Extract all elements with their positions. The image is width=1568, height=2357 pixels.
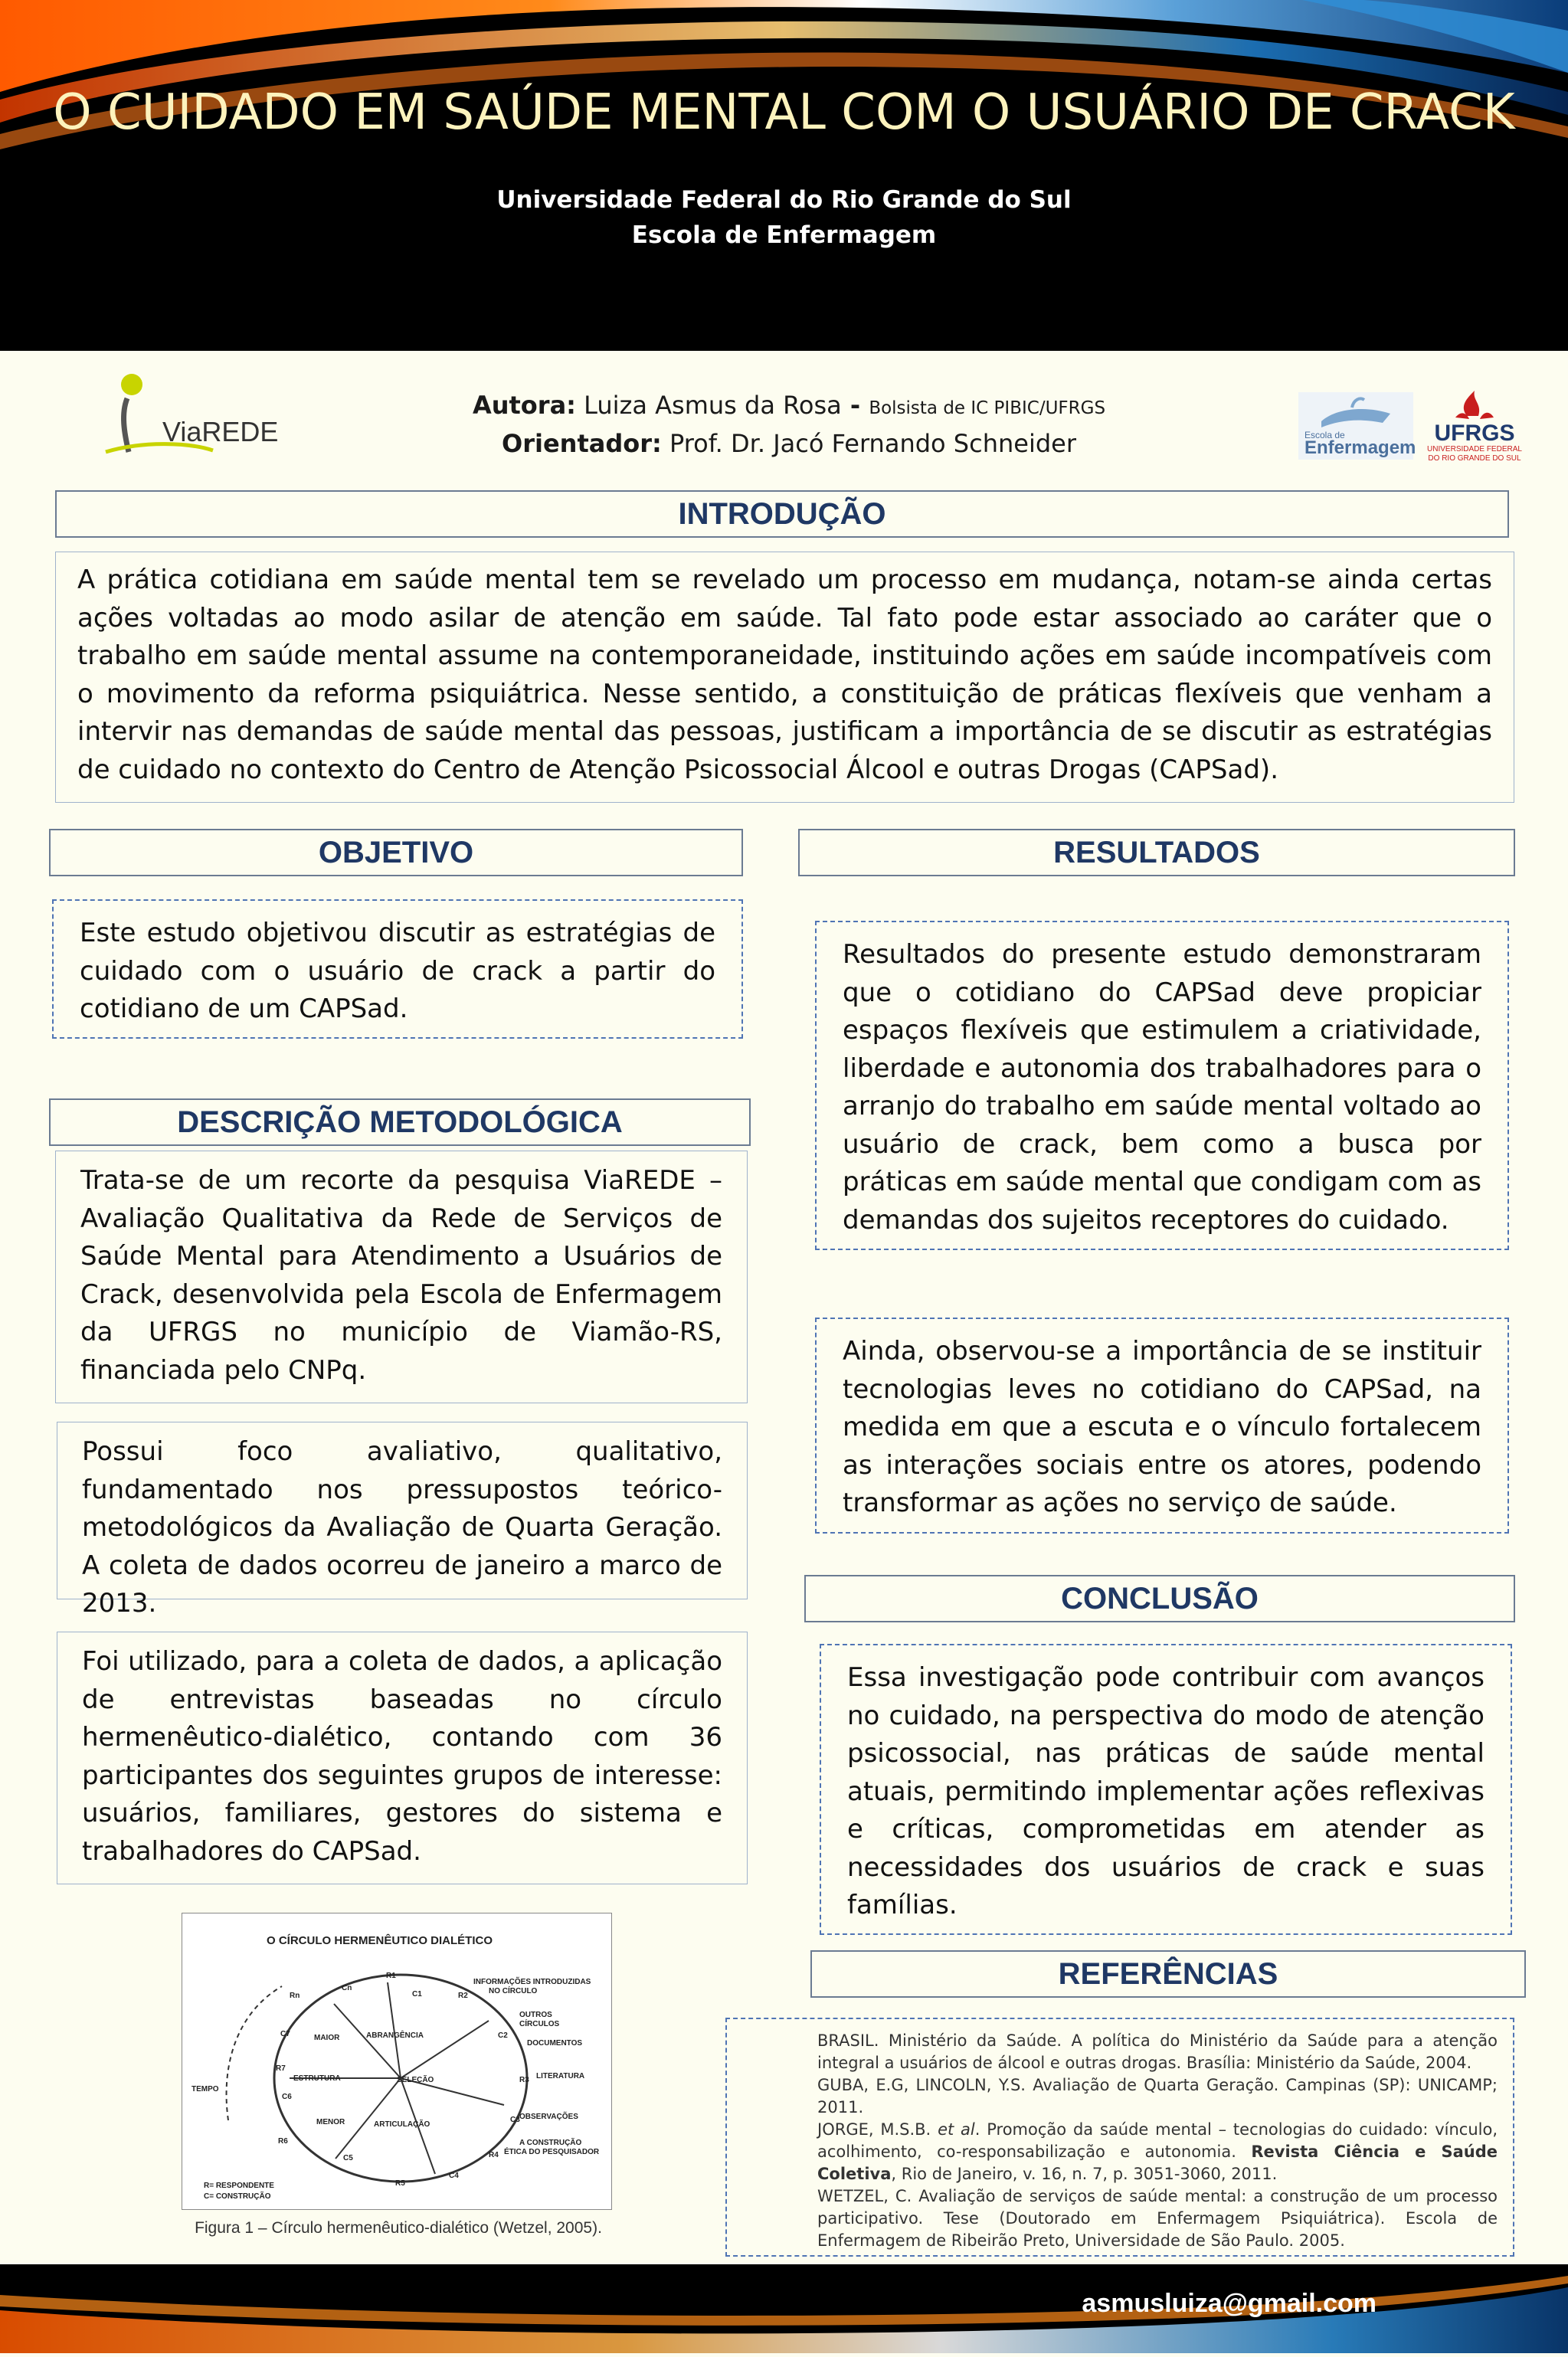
metodologia-text-3: Foi utilizado, para a coleta de dados, a aplicação de entrevistas baseadas no círculo hermenêutico-dialético, contando com 36 participantes dos seguintes grupos de interesse: usuários, familiares, gestores do sistema e trabalhadores do CAPSad. — [57, 1632, 748, 1884]
objetivo-text: Este estudo objetivou discutir as estratégias de cuidado com o usuário de crack a partir do cotidiano de um CAPSad. — [52, 899, 743, 1039]
fig-c6: C6 — [282, 2093, 292, 2101]
authors-block — [337, 388, 1241, 461]
fig-construcao-1: A CONSTRUÇÃO — [519, 2139, 582, 2147]
poster-title: O CUIDADO EM SAÚDE MENTAL COM O USUÁRIO DE CRACK — [53, 84, 1515, 141]
ufrgs-logo-sub2: DO RIO GRANDE DO SUL — [1428, 454, 1521, 463]
advisor-line — [337, 426, 1241, 461]
fig-r7: R7 — [276, 2064, 286, 2073]
viarede-logo — [98, 368, 279, 463]
reference-item — [817, 2119, 1498, 2185]
viarede-logo-text: ViaREDE — [162, 416, 279, 447]
fig-observacoes: OBSERVAÇÕES — [519, 2113, 578, 2121]
introducao-text: A prática cotidiana em saúde mental tem se revelado um processo em mudança, notam-se ainda certas ações voltadas ao modo asilar de atenção em saúde. Tal fato pode estar associado ao caráter que o trabalho em saúde mental assume na contemporaneidade, instituindo ações em saúde incompatíveis com o movimento da reforma psiquiátrica. Nesse sentido, a constituição de práticas flexíveis que venham a intervir nas demandas de saúde mental das pessoas, justificam a importância de se discutir as estratégias de cuidado no contexto do Centro de Atenção Psicossocial Álcool e outras Drogas (CAPSad). — [55, 552, 1514, 803]
fig-r4: R4 — [489, 2151, 499, 2159]
ref3-etal: et al — [938, 2120, 975, 2139]
author-role: Bolsista de IC PIBIC/UFRGS — [869, 398, 1106, 418]
introducao-heading: INTRODUÇÃO — [55, 490, 1509, 538]
fig-c5: C5 — [343, 2154, 353, 2162]
fig-selecao: SELEÇÃO — [397, 2076, 434, 2084]
fig-rn: Rn — [290, 1992, 300, 2000]
fig-r3: R3 — [519, 2076, 529, 2084]
institution-line-2: Escola de Enfermagem — [631, 221, 937, 249]
resultados-heading: RESULTADOS — [798, 829, 1515, 876]
fig-r5: R5 — [395, 2179, 405, 2188]
ref3-title: . Promoção da saúde mental – tecnologias do cuidado: vínculo, acolhimento, co-responsabilização e autonomia. — [817, 2120, 1498, 2161]
referencias-heading: REFERÊNCIAS — [810, 1950, 1526, 1998]
objetivo-heading: OBJETIVO — [49, 829, 743, 876]
fig-c7: C7 — [280, 2030, 290, 2038]
ufrgs-logo-text: UFRGS — [1434, 421, 1515, 446]
enfermagem-logo-small: Escola de — [1304, 430, 1345, 440]
referencias-list — [725, 2018, 1514, 2257]
reference-item: WETZEL, C. Avaliação de serviços de saúde mental: a construção de um processo participativo. Tese (Doutorado em Enfermagem Psiquiátrica). Escola de Enfermagem de Ribeirão Preto, Universidade de São Paulo. 2005. — [817, 2187, 1498, 2250]
fig-cn: Cn — [342, 1984, 352, 1992]
header-decoration — [0, 0, 1568, 351]
fig-c4: C4 — [449, 2172, 459, 2180]
fig-maior: MAIOR — [314, 2034, 340, 2042]
institution-line-1: Universidade Federal do Rio Grande do Sul — [496, 186, 1072, 214]
conclusao-text: Essa investigação pode contribuir com avanços no cuidado, na perspectiva do modo de atenção psicossocial, nas práticas de saúde mental atuais, permitindo implementar ações reflexivas e críticas, comprometidas em atender as necessidades dos usuários de crack e suas famílias. — [820, 1644, 1512, 1935]
fig-estrutura: ESTRUTURA — [293, 2074, 341, 2083]
fig-abrangencia: ABRANGÊNCIA — [366, 2031, 424, 2040]
resultados-text-2: Ainda, observou-se a importância de se instituir tecnologias leves no cotidiano do CAPSad, na medida em que a escuta e o vínculo fortalecem as interações sociais entre os atores, podendo transformar as ações no serviço de saúde. — [815, 1318, 1509, 1534]
ref3-journal: Revista Ciência e Saúde Coletiva — [817, 2143, 1498, 2183]
resultados-text-1: Resultados do presente estudo demonstraram que o cotidiano do CAPSad deve propiciar espaços flexíveis que estimulem a criatividade, liberdade e autonomia dos trabalhadores para o arranjo do trabalho em saúde mental voltado ao usuário de crack, bem como a busca por práticas em saúde mental que condigam com as demandas dos sujeitos receptores do cuidado. — [815, 921, 1509, 1250]
fig-c2: C2 — [498, 2031, 508, 2040]
metodologia-text-2: Possui foco avaliativo, qualitativo, fundamentado nos pressupostos teórico-metodológicos da Avaliação de Quarta Geração. A coleta de dados ocorreu de janeiro a marco de 2013. — [57, 1422, 748, 1599]
fig-outros-1: OUTROS — [519, 2011, 552, 2019]
fig-tempo: TEMPO — [191, 2085, 219, 2093]
figure-title: O CÍRCULO HERMENÊUTICO DIALÉTICO — [267, 1934, 493, 1947]
author-label: Autora: — [472, 391, 576, 420]
fig-r6: R6 — [278, 2137, 288, 2146]
metodologia-text-1: Trata-se de um recorte da pesquisa ViaREDE – Avaliação Qualitativa da Rede de Serviços de Saúde Mental para Atendimento a Usuários de Crack, desenvolvida pela Escola de Enfermagem da UFRGS no município de Viamão-RS, financiada pelo CNPq. — [55, 1151, 748, 1403]
fig-r2: R2 — [458, 1992, 468, 2000]
fig-documentos: DOCUMENTOS — [527, 2039, 583, 2048]
ufrgs-logo-sub1: UNIVERSIDADE FEDERAL — [1427, 445, 1522, 453]
fig-c3: C3 — [510, 2116, 520, 2124]
fig-articulacao: ARTICULAÇÃO — [374, 2120, 430, 2129]
author-name: Luiza Asmus da Rosa — [584, 391, 842, 420]
institution — [0, 182, 1568, 253]
fig-construcao-2: ÉTICA DO PESQUISADOR — [504, 2148, 600, 2156]
author-line — [337, 388, 1241, 426]
enfermagem-logo — [1298, 392, 1416, 460]
advisor-name: Prof. Dr. Jacó Fernando Schneider — [669, 429, 1076, 458]
figure-caption: Figura 1 – Círculo hermenêutico-dialético (Wetzel, 2005). — [195, 2219, 602, 2237]
author-separator: - — [841, 391, 869, 420]
conclusao-heading: CONCLUSÃO — [804, 1575, 1515, 1622]
metodologia-heading: DESCRIÇÃO METODOLÓGICA — [49, 1098, 751, 1146]
reference-item: BRASIL. Ministério da Saúde. A política do Ministério da Saúde para a atenção integral a usuários de álcool e outras drogas. Brasília: Ministério da Saúde, 2004. — [817, 2031, 1498, 2072]
fig-legend-1: R= RESPONDENTE — [204, 2182, 274, 2190]
enfermagem-logo-text: Enfermagem — [1304, 437, 1416, 458]
hermeneutic-circle-figure — [182, 1913, 612, 2210]
fig-info-2: NO CÍRCULO — [489, 1987, 538, 1995]
fig-outros-2: CÍRCULOS — [519, 2020, 560, 2028]
ufrgs-logo — [1425, 387, 1524, 463]
header-banner — [0, 0, 1568, 351]
fig-r1: R1 — [386, 1972, 396, 1980]
reference-item: GUBA, E.G, LINCOLN, Y.S. Avaliação de Quarta Geração. Campinas (SP): UNICAMP; 2011. — [817, 2076, 1498, 2116]
fig-c1: C1 — [412, 1990, 422, 1999]
fig-literatura: LITERATURA — [536, 2072, 585, 2080]
fig-info-1: INFORMAÇÕES INTRODUZIDAS — [473, 1978, 591, 1986]
advisor-label: Orientador: — [502, 429, 662, 458]
ref3-details: , Rio de Janeiro, v. 16, n. 7, p. 3051-3060, 2011. — [891, 2165, 1278, 2183]
contact-email[interactable]: asmusluiza@gmail.com — [1082, 2289, 1377, 2318]
ref3-author: JORGE, M.S.B. — [817, 2120, 938, 2139]
fig-menor: MENOR — [316, 2118, 345, 2126]
fig-legend-2: C= CONSTRUÇÃO — [204, 2192, 271, 2201]
